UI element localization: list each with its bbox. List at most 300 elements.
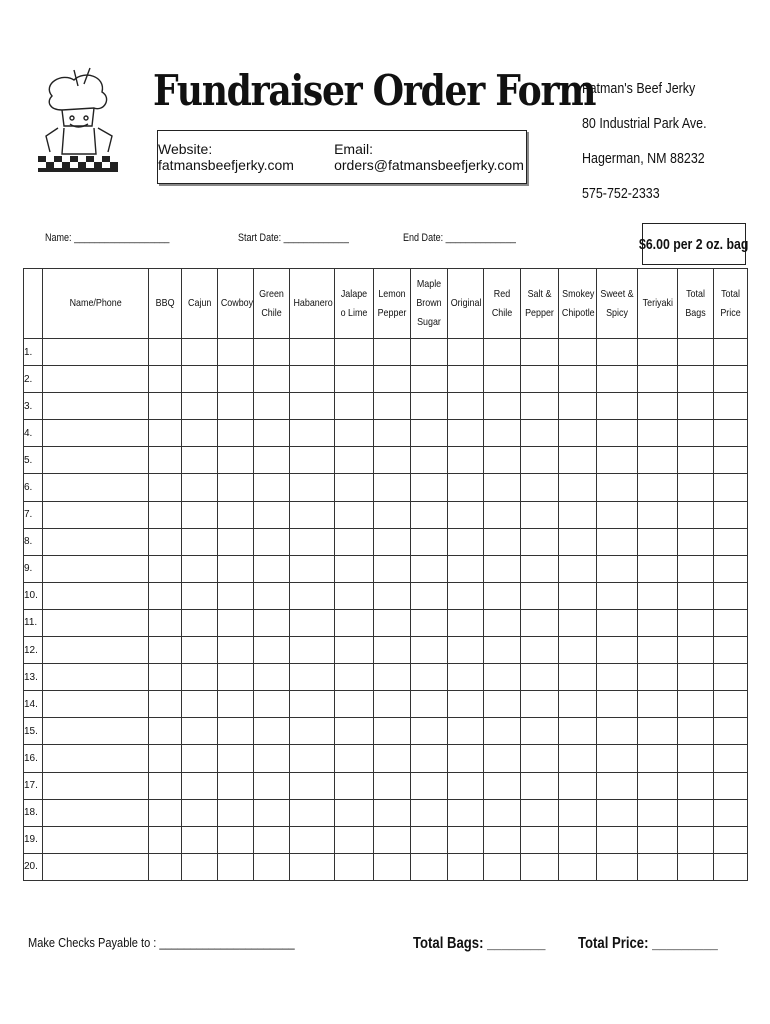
order-cell[interactable] xyxy=(43,555,149,582)
order-cell[interactable] xyxy=(521,799,559,826)
order-cell[interactable] xyxy=(597,339,638,366)
order-cell[interactable] xyxy=(411,474,448,501)
order-cell[interactable] xyxy=(182,582,218,609)
order-cell[interactable] xyxy=(182,609,218,636)
order-cell[interactable] xyxy=(448,555,484,582)
order-cell[interactable] xyxy=(559,745,597,772)
order-cell[interactable] xyxy=(290,772,335,799)
order-cell[interactable] xyxy=(149,501,182,528)
order-cell[interactable] xyxy=(597,501,638,528)
order-cell[interactable] xyxy=(411,772,448,799)
order-cell[interactable] xyxy=(521,637,559,664)
order-cell[interactable] xyxy=(411,799,448,826)
order-cell[interactable] xyxy=(678,718,714,745)
order-cell[interactable] xyxy=(254,501,290,528)
order-cell[interactable] xyxy=(374,366,411,393)
order-cell[interactable] xyxy=(254,772,290,799)
order-cell[interactable] xyxy=(254,582,290,609)
order-cell[interactable] xyxy=(43,474,149,501)
order-cell[interactable] xyxy=(484,528,521,555)
order-cell[interactable] xyxy=(559,772,597,799)
order-cell[interactable] xyxy=(678,447,714,474)
order-cell[interactable] xyxy=(335,339,374,366)
order-cell[interactable] xyxy=(218,339,254,366)
order-cell[interactable] xyxy=(218,637,254,664)
order-cell[interactable] xyxy=(182,339,218,366)
order-cell[interactable] xyxy=(374,637,411,664)
order-cell[interactable] xyxy=(335,799,374,826)
total-bags-field[interactable]: Total Bags: ________ xyxy=(413,935,546,952)
order-cell[interactable] xyxy=(521,393,559,420)
order-cell[interactable] xyxy=(43,393,149,420)
order-cell[interactable] xyxy=(290,474,335,501)
order-cell[interactable] xyxy=(218,447,254,474)
order-cell[interactable] xyxy=(484,826,521,853)
order-cell[interactable] xyxy=(182,555,218,582)
order-cell[interactable] xyxy=(374,447,411,474)
checks-payable-field[interactable]: Make Checks Payable to : ______________________ xyxy=(28,935,295,950)
order-cell[interactable] xyxy=(218,609,254,636)
order-cell[interactable] xyxy=(559,528,597,555)
order-cell[interactable] xyxy=(374,664,411,691)
order-cell[interactable] xyxy=(335,826,374,853)
order-cell[interactable] xyxy=(448,718,484,745)
order-cell[interactable] xyxy=(714,691,748,718)
order-cell[interactable] xyxy=(149,339,182,366)
order-cell[interactable] xyxy=(182,853,218,880)
order-cell[interactable] xyxy=(254,799,290,826)
order-cell[interactable] xyxy=(218,664,254,691)
order-cell[interactable] xyxy=(521,528,559,555)
order-cell[interactable] xyxy=(714,420,748,447)
order-cell[interactable] xyxy=(448,853,484,880)
order-cell[interactable] xyxy=(43,718,149,745)
order-cell[interactable] xyxy=(335,501,374,528)
order-cell[interactable] xyxy=(714,853,748,880)
order-cell[interactable] xyxy=(335,853,374,880)
order-cell[interactable] xyxy=(374,393,411,420)
order-cell[interactable] xyxy=(448,366,484,393)
order-cell[interactable] xyxy=(182,528,218,555)
order-cell[interactable] xyxy=(254,420,290,447)
order-cell[interactable] xyxy=(448,609,484,636)
order-cell[interactable] xyxy=(714,528,748,555)
order-cell[interactable] xyxy=(43,339,149,366)
order-cell[interactable] xyxy=(411,853,448,880)
order-cell[interactable] xyxy=(290,420,335,447)
order-cell[interactable] xyxy=(559,637,597,664)
order-cell[interactable] xyxy=(521,826,559,853)
order-cell[interactable] xyxy=(714,799,748,826)
order-cell[interactable] xyxy=(714,501,748,528)
order-cell[interactable] xyxy=(521,691,559,718)
order-cell[interactable] xyxy=(484,853,521,880)
order-cell[interactable] xyxy=(335,609,374,636)
order-cell[interactable] xyxy=(597,420,638,447)
order-cell[interactable] xyxy=(218,582,254,609)
order-cell[interactable] xyxy=(290,609,335,636)
order-cell[interactable] xyxy=(521,555,559,582)
order-cell[interactable] xyxy=(484,718,521,745)
order-cell[interactable] xyxy=(335,366,374,393)
order-cell[interactable] xyxy=(714,393,748,420)
order-cell[interactable] xyxy=(597,366,638,393)
order-cell[interactable] xyxy=(182,474,218,501)
order-cell[interactable] xyxy=(484,447,521,474)
order-cell[interactable] xyxy=(290,853,335,880)
order-cell[interactable] xyxy=(290,339,335,366)
order-cell[interactable] xyxy=(411,393,448,420)
order-cell[interactable] xyxy=(678,799,714,826)
order-cell[interactable] xyxy=(218,745,254,772)
order-cell[interactable] xyxy=(149,609,182,636)
order-cell[interactable] xyxy=(149,528,182,555)
order-cell[interactable] xyxy=(290,393,335,420)
order-cell[interactable] xyxy=(559,853,597,880)
order-cell[interactable] xyxy=(290,826,335,853)
order-cell[interactable] xyxy=(43,853,149,880)
order-cell[interactable] xyxy=(335,393,374,420)
order-cell[interactable] xyxy=(149,772,182,799)
order-cell[interactable] xyxy=(678,528,714,555)
order-cell[interactable] xyxy=(149,555,182,582)
order-cell[interactable] xyxy=(218,528,254,555)
order-cell[interactable] xyxy=(411,528,448,555)
order-cell[interactable] xyxy=(597,474,638,501)
order-cell[interactable] xyxy=(638,772,678,799)
order-cell[interactable] xyxy=(218,826,254,853)
order-cell[interactable] xyxy=(290,799,335,826)
order-cell[interactable] xyxy=(484,609,521,636)
order-cell[interactable] xyxy=(678,853,714,880)
order-cell[interactable] xyxy=(678,393,714,420)
order-cell[interactable] xyxy=(559,447,597,474)
order-cell[interactable] xyxy=(411,366,448,393)
order-cell[interactable] xyxy=(218,555,254,582)
order-cell[interactable] xyxy=(521,772,559,799)
order-cell[interactable] xyxy=(411,420,448,447)
order-cell[interactable] xyxy=(448,582,484,609)
order-cell[interactable] xyxy=(290,582,335,609)
order-cell[interactable] xyxy=(559,799,597,826)
order-cell[interactable] xyxy=(638,528,678,555)
order-cell[interactable] xyxy=(182,718,218,745)
order-cell[interactable] xyxy=(559,609,597,636)
order-cell[interactable] xyxy=(43,745,149,772)
order-cell[interactable] xyxy=(448,393,484,420)
order-cell[interactable] xyxy=(374,745,411,772)
order-cell[interactable] xyxy=(638,691,678,718)
order-cell[interactable] xyxy=(149,718,182,745)
order-cell[interactable] xyxy=(638,393,678,420)
order-cell[interactable] xyxy=(448,745,484,772)
order-cell[interactable] xyxy=(218,799,254,826)
order-cell[interactable] xyxy=(335,420,374,447)
order-cell[interactable] xyxy=(43,664,149,691)
order-cell[interactable] xyxy=(254,745,290,772)
order-cell[interactable] xyxy=(290,718,335,745)
order-cell[interactable] xyxy=(448,447,484,474)
order-cell[interactable] xyxy=(374,339,411,366)
order-cell[interactable] xyxy=(335,582,374,609)
order-cell[interactable] xyxy=(182,420,218,447)
order-cell[interactable] xyxy=(714,339,748,366)
order-cell[interactable] xyxy=(335,447,374,474)
order-cell[interactable] xyxy=(182,799,218,826)
order-cell[interactable] xyxy=(411,447,448,474)
order-cell[interactable] xyxy=(335,474,374,501)
order-cell[interactable] xyxy=(335,637,374,664)
order-cell[interactable] xyxy=(597,772,638,799)
order-cell[interactable] xyxy=(597,555,638,582)
order-cell[interactable] xyxy=(678,501,714,528)
order-cell[interactable] xyxy=(43,447,149,474)
order-cell[interactable] xyxy=(484,799,521,826)
order-cell[interactable] xyxy=(43,826,149,853)
order-cell[interactable] xyxy=(559,339,597,366)
order-cell[interactable] xyxy=(597,664,638,691)
order-cell[interactable] xyxy=(374,772,411,799)
order-cell[interactable] xyxy=(254,664,290,691)
order-cell[interactable] xyxy=(638,664,678,691)
order-cell[interactable] xyxy=(149,474,182,501)
order-cell[interactable] xyxy=(714,637,748,664)
order-cell[interactable] xyxy=(43,772,149,799)
order-cell[interactable] xyxy=(638,637,678,664)
start-date-field[interactable]: Start Date: _____________ xyxy=(238,232,349,244)
order-cell[interactable] xyxy=(638,745,678,772)
order-cell[interactable] xyxy=(182,745,218,772)
order-cell[interactable] xyxy=(678,420,714,447)
order-cell[interactable] xyxy=(521,718,559,745)
order-cell[interactable] xyxy=(182,691,218,718)
order-cell[interactable] xyxy=(149,799,182,826)
order-cell[interactable] xyxy=(411,637,448,664)
order-cell[interactable] xyxy=(290,691,335,718)
order-cell[interactable] xyxy=(290,637,335,664)
order-cell[interactable] xyxy=(448,420,484,447)
order-cell[interactable] xyxy=(335,691,374,718)
end-date-field[interactable]: End Date: ______________ xyxy=(403,232,516,244)
order-cell[interactable] xyxy=(411,718,448,745)
order-cell[interactable] xyxy=(597,745,638,772)
order-cell[interactable] xyxy=(411,501,448,528)
total-price-field[interactable]: Total Price: _________ xyxy=(578,935,718,952)
order-cell[interactable] xyxy=(597,447,638,474)
order-cell[interactable] xyxy=(559,691,597,718)
order-cell[interactable] xyxy=(521,501,559,528)
order-cell[interactable] xyxy=(484,474,521,501)
order-cell[interactable] xyxy=(254,393,290,420)
order-cell[interactable] xyxy=(559,474,597,501)
order-cell[interactable] xyxy=(638,555,678,582)
order-cell[interactable] xyxy=(678,637,714,664)
order-cell[interactable] xyxy=(374,582,411,609)
order-cell[interactable] xyxy=(559,826,597,853)
order-cell[interactable] xyxy=(182,637,218,664)
order-cell[interactable] xyxy=(638,582,678,609)
order-cell[interactable] xyxy=(559,366,597,393)
order-cell[interactable] xyxy=(182,366,218,393)
order-cell[interactable] xyxy=(448,772,484,799)
order-cell[interactable] xyxy=(714,745,748,772)
order-cell[interactable] xyxy=(411,339,448,366)
order-cell[interactable] xyxy=(559,393,597,420)
order-cell[interactable] xyxy=(335,555,374,582)
order-cell[interactable] xyxy=(559,420,597,447)
order-cell[interactable] xyxy=(678,582,714,609)
order-cell[interactable] xyxy=(290,745,335,772)
order-cell[interactable] xyxy=(448,339,484,366)
order-cell[interactable] xyxy=(638,420,678,447)
order-cell[interactable] xyxy=(254,609,290,636)
order-cell[interactable] xyxy=(714,582,748,609)
order-cell[interactable] xyxy=(149,691,182,718)
order-cell[interactable] xyxy=(218,366,254,393)
order-cell[interactable] xyxy=(411,664,448,691)
order-cell[interactable] xyxy=(254,366,290,393)
order-cell[interactable] xyxy=(149,366,182,393)
order-cell[interactable] xyxy=(335,528,374,555)
order-cell[interactable] xyxy=(374,420,411,447)
order-cell[interactable] xyxy=(254,339,290,366)
order-cell[interactable] xyxy=(290,366,335,393)
order-cell[interactable] xyxy=(521,664,559,691)
order-cell[interactable] xyxy=(182,447,218,474)
order-cell[interactable] xyxy=(597,853,638,880)
order-cell[interactable] xyxy=(374,528,411,555)
order-cell[interactable] xyxy=(43,528,149,555)
order-cell[interactable] xyxy=(374,501,411,528)
order-cell[interactable] xyxy=(521,745,559,772)
order-cell[interactable] xyxy=(597,691,638,718)
order-cell[interactable] xyxy=(290,447,335,474)
order-cell[interactable] xyxy=(43,799,149,826)
order-cell[interactable] xyxy=(597,609,638,636)
order-cell[interactable] xyxy=(678,664,714,691)
order-cell[interactable] xyxy=(484,339,521,366)
order-cell[interactable] xyxy=(638,718,678,745)
order-cell[interactable] xyxy=(484,637,521,664)
order-cell[interactable] xyxy=(374,853,411,880)
order-cell[interactable] xyxy=(448,637,484,664)
order-cell[interactable] xyxy=(411,745,448,772)
order-cell[interactable] xyxy=(254,826,290,853)
order-cell[interactable] xyxy=(448,799,484,826)
order-cell[interactable] xyxy=(714,718,748,745)
order-cell[interactable] xyxy=(714,474,748,501)
order-cell[interactable] xyxy=(254,718,290,745)
order-cell[interactable] xyxy=(335,664,374,691)
order-cell[interactable] xyxy=(714,609,748,636)
order-cell[interactable] xyxy=(374,691,411,718)
order-cell[interactable] xyxy=(484,582,521,609)
order-cell[interactable] xyxy=(638,339,678,366)
order-cell[interactable] xyxy=(149,582,182,609)
order-cell[interactable] xyxy=(43,501,149,528)
order-cell[interactable] xyxy=(218,501,254,528)
order-cell[interactable] xyxy=(448,691,484,718)
order-cell[interactable] xyxy=(597,528,638,555)
order-cell[interactable] xyxy=(254,637,290,664)
order-cell[interactable] xyxy=(448,474,484,501)
order-cell[interactable] xyxy=(559,501,597,528)
order-cell[interactable] xyxy=(374,718,411,745)
order-cell[interactable] xyxy=(484,772,521,799)
order-cell[interactable] xyxy=(597,637,638,664)
order-cell[interactable] xyxy=(484,393,521,420)
order-cell[interactable] xyxy=(638,826,678,853)
order-cell[interactable] xyxy=(254,691,290,718)
order-cell[interactable] xyxy=(678,772,714,799)
order-cell[interactable] xyxy=(638,853,678,880)
order-cell[interactable] xyxy=(335,772,374,799)
order-cell[interactable] xyxy=(638,799,678,826)
order-cell[interactable] xyxy=(678,339,714,366)
order-cell[interactable] xyxy=(597,718,638,745)
order-cell[interactable] xyxy=(43,366,149,393)
order-cell[interactable] xyxy=(638,501,678,528)
order-cell[interactable] xyxy=(43,609,149,636)
order-cell[interactable] xyxy=(149,745,182,772)
order-cell[interactable] xyxy=(149,853,182,880)
order-cell[interactable] xyxy=(254,853,290,880)
order-cell[interactable] xyxy=(290,501,335,528)
order-cell[interactable] xyxy=(290,664,335,691)
order-cell[interactable] xyxy=(411,691,448,718)
order-cell[interactable] xyxy=(638,447,678,474)
order-cell[interactable] xyxy=(254,555,290,582)
order-cell[interactable] xyxy=(218,420,254,447)
order-cell[interactable] xyxy=(218,853,254,880)
order-cell[interactable] xyxy=(678,555,714,582)
order-cell[interactable] xyxy=(43,637,149,664)
order-cell[interactable] xyxy=(374,826,411,853)
order-cell[interactable] xyxy=(335,745,374,772)
order-cell[interactable] xyxy=(638,474,678,501)
order-cell[interactable] xyxy=(714,664,748,691)
order-cell[interactable] xyxy=(149,420,182,447)
order-cell[interactable] xyxy=(218,718,254,745)
order-cell[interactable] xyxy=(182,826,218,853)
order-cell[interactable] xyxy=(521,582,559,609)
order-cell[interactable] xyxy=(559,555,597,582)
order-cell[interactable] xyxy=(290,528,335,555)
order-cell[interactable] xyxy=(484,366,521,393)
order-cell[interactable] xyxy=(521,420,559,447)
order-cell[interactable] xyxy=(254,447,290,474)
order-cell[interactable] xyxy=(714,555,748,582)
order-cell[interactable] xyxy=(521,366,559,393)
order-cell[interactable] xyxy=(448,664,484,691)
order-cell[interactable] xyxy=(559,664,597,691)
order-cell[interactable] xyxy=(678,609,714,636)
order-cell[interactable] xyxy=(597,582,638,609)
order-cell[interactable] xyxy=(218,474,254,501)
order-cell[interactable] xyxy=(411,582,448,609)
order-cell[interactable] xyxy=(254,528,290,555)
order-cell[interactable] xyxy=(714,772,748,799)
order-cell[interactable] xyxy=(714,366,748,393)
order-cell[interactable] xyxy=(597,826,638,853)
order-cell[interactable] xyxy=(43,420,149,447)
order-cell[interactable] xyxy=(43,691,149,718)
order-cell[interactable] xyxy=(411,826,448,853)
order-cell[interactable] xyxy=(411,609,448,636)
order-cell[interactable] xyxy=(597,799,638,826)
order-cell[interactable] xyxy=(149,447,182,474)
order-cell[interactable] xyxy=(149,637,182,664)
